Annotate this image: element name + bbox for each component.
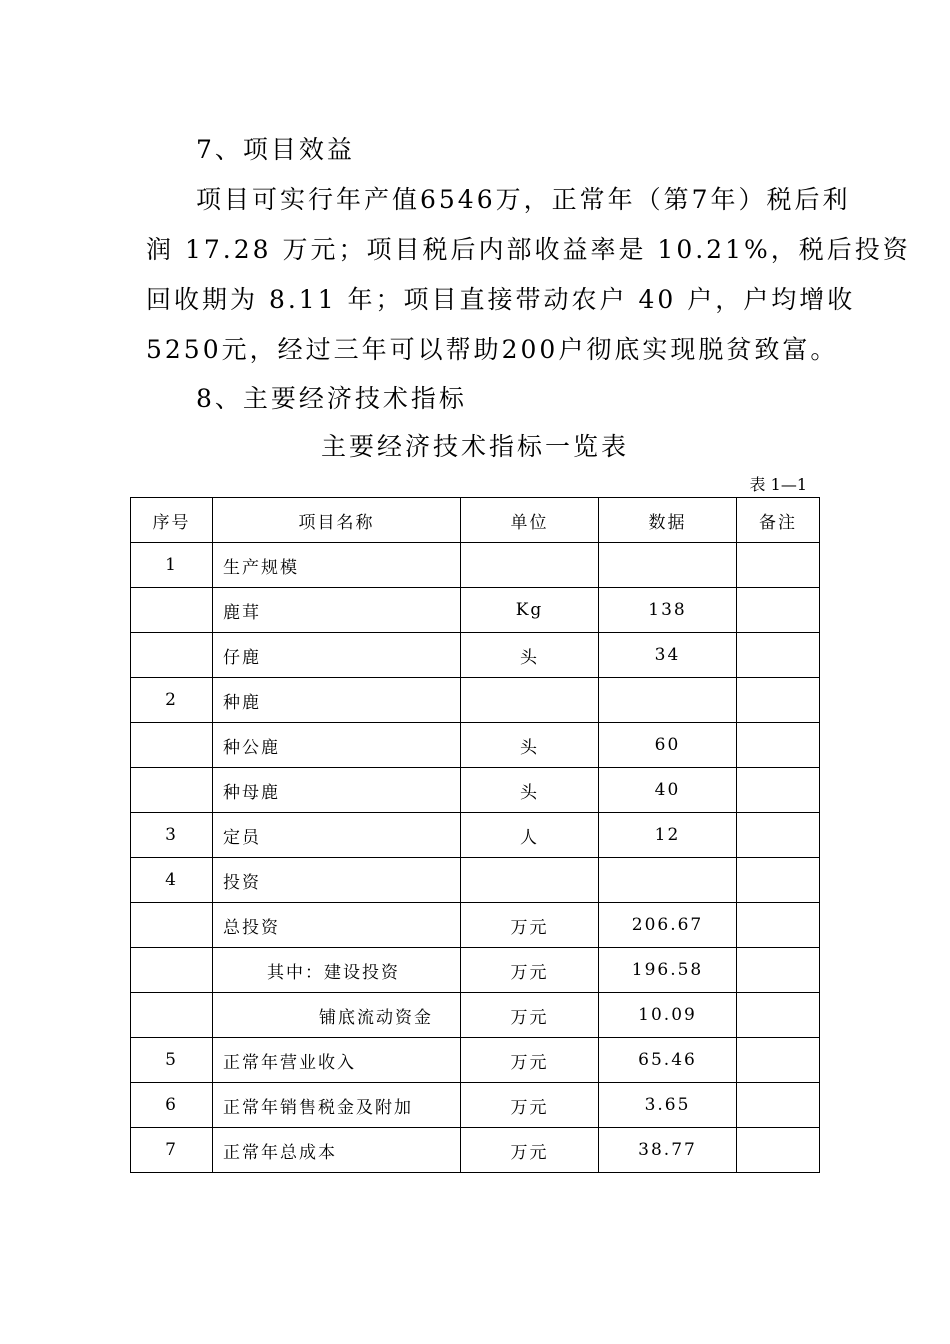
- table-row: [131, 768, 820, 813]
- row-note: [737, 948, 820, 993]
- row-unit: [461, 543, 599, 588]
- row-value: [599, 858, 737, 903]
- row-name: 种母鹿: [213, 768, 461, 813]
- header-unit: 单位: [461, 498, 599, 543]
- paragraph-line-4: 5250元，经过三年可以帮助200户彻底实现脱贫致富。: [146, 335, 839, 364]
- row-unit: 万元: [461, 903, 599, 948]
- table-row: [131, 633, 820, 678]
- row-name: 正常年营业收入: [213, 1038, 461, 1083]
- table-row: [131, 543, 820, 588]
- row-name: 投资: [213, 858, 461, 903]
- row-no: 6: [131, 1083, 213, 1128]
- row-note: [737, 903, 820, 948]
- row-value: 40: [599, 768, 737, 813]
- row-no: [131, 723, 213, 768]
- row-value: 38.77: [599, 1128, 737, 1173]
- row-note: [737, 1038, 820, 1083]
- row-unit: 人: [461, 813, 599, 858]
- indicator-table: [130, 497, 820, 1173]
- table-row: [131, 723, 820, 768]
- row-no: [131, 993, 213, 1038]
- row-no: 3: [131, 813, 213, 858]
- table-row: [131, 993, 820, 1038]
- row-name: 仔鹿: [213, 633, 461, 678]
- table-row: [131, 1128, 820, 1173]
- row-value: 206.67: [599, 903, 737, 948]
- row-no: [131, 903, 213, 948]
- table-header-row: [131, 498, 820, 543]
- row-value: 3.65: [599, 1083, 737, 1128]
- table-row: [131, 948, 820, 993]
- row-unit: 头: [461, 723, 599, 768]
- row-name: 总投资: [213, 903, 461, 948]
- row-unit: 万元: [461, 1128, 599, 1173]
- row-note: [737, 768, 820, 813]
- row-name: 生产规模: [213, 543, 461, 588]
- row-name: 种公鹿: [213, 723, 461, 768]
- row-note: [737, 723, 820, 768]
- row-value: [599, 543, 737, 588]
- row-no: 4: [131, 858, 213, 903]
- row-note: [737, 543, 820, 588]
- row-unit: [461, 858, 599, 903]
- row-note: [737, 588, 820, 633]
- table-row: [131, 588, 820, 633]
- row-no: [131, 633, 213, 678]
- row-value: 10.09: [599, 993, 737, 1038]
- row-value: 60: [599, 723, 737, 768]
- paragraph-line-2: 润 17.28 万元；项目税后内部收益率是 10.21%，税后投资: [146, 235, 911, 264]
- paragraph-line-1: 项目可实行年产值6546万，正常年（第7年）税后利: [196, 185, 851, 214]
- row-value: [599, 678, 737, 723]
- row-value: 34: [599, 633, 737, 678]
- row-unit: 万元: [461, 993, 599, 1038]
- header-value: 数据: [599, 498, 737, 543]
- row-no: 7: [131, 1128, 213, 1173]
- header-note: 备注: [737, 498, 820, 543]
- row-no: [131, 948, 213, 993]
- row-no: [131, 588, 213, 633]
- table-row: [131, 1083, 820, 1128]
- table-row: [131, 1038, 820, 1083]
- row-unit: 万元: [461, 1038, 599, 1083]
- row-unit: 头: [461, 768, 599, 813]
- row-value: 138: [599, 588, 737, 633]
- row-name: 定员: [213, 813, 461, 858]
- header-name: 项目名称: [213, 498, 461, 543]
- row-name: 鹿茸: [213, 588, 461, 633]
- paragraph-line-3: 回收期为 8.11 年；项目直接带动农户 40 户，户均增收: [146, 285, 856, 314]
- header-no: 序号: [131, 498, 213, 543]
- row-no: 1: [131, 543, 213, 588]
- row-value: 196.58: [599, 948, 737, 993]
- row-note: [737, 633, 820, 678]
- row-note: [737, 1128, 820, 1173]
- section-8-heading: 8、主要经济技术指标: [196, 384, 467, 413]
- section-7-heading: 7、项目效益: [196, 135, 355, 164]
- row-value: 65.46: [599, 1038, 737, 1083]
- row-unit: [461, 678, 599, 723]
- table-row: [131, 903, 820, 948]
- row-name: 其中：建设投资: [213, 948, 461, 993]
- row-note: [737, 678, 820, 723]
- row-unit: 万元: [461, 1083, 599, 1128]
- row-no: [131, 768, 213, 813]
- row-unit: 头: [461, 633, 599, 678]
- row-unit: Kg: [461, 588, 599, 633]
- row-no: 5: [131, 1038, 213, 1083]
- table-row: [131, 813, 820, 858]
- row-no: 2: [131, 678, 213, 723]
- row-name: 铺底流动资金: [213, 993, 461, 1038]
- row-name: 正常年销售税金及附加: [213, 1083, 461, 1128]
- row-value: 12: [599, 813, 737, 858]
- row-unit: 万元: [461, 948, 599, 993]
- row-note: [737, 813, 820, 858]
- row-note: [737, 1083, 820, 1128]
- table-row: [131, 678, 820, 723]
- row-note: [737, 993, 820, 1038]
- table-row: [131, 858, 820, 903]
- row-note: [737, 858, 820, 903]
- row-name: 正常年总成本: [213, 1128, 461, 1173]
- row-name: 种鹿: [213, 678, 461, 723]
- table-title: 主要经济技术指标一览表: [320, 432, 629, 461]
- table-number: 表 1—1: [749, 475, 807, 494]
